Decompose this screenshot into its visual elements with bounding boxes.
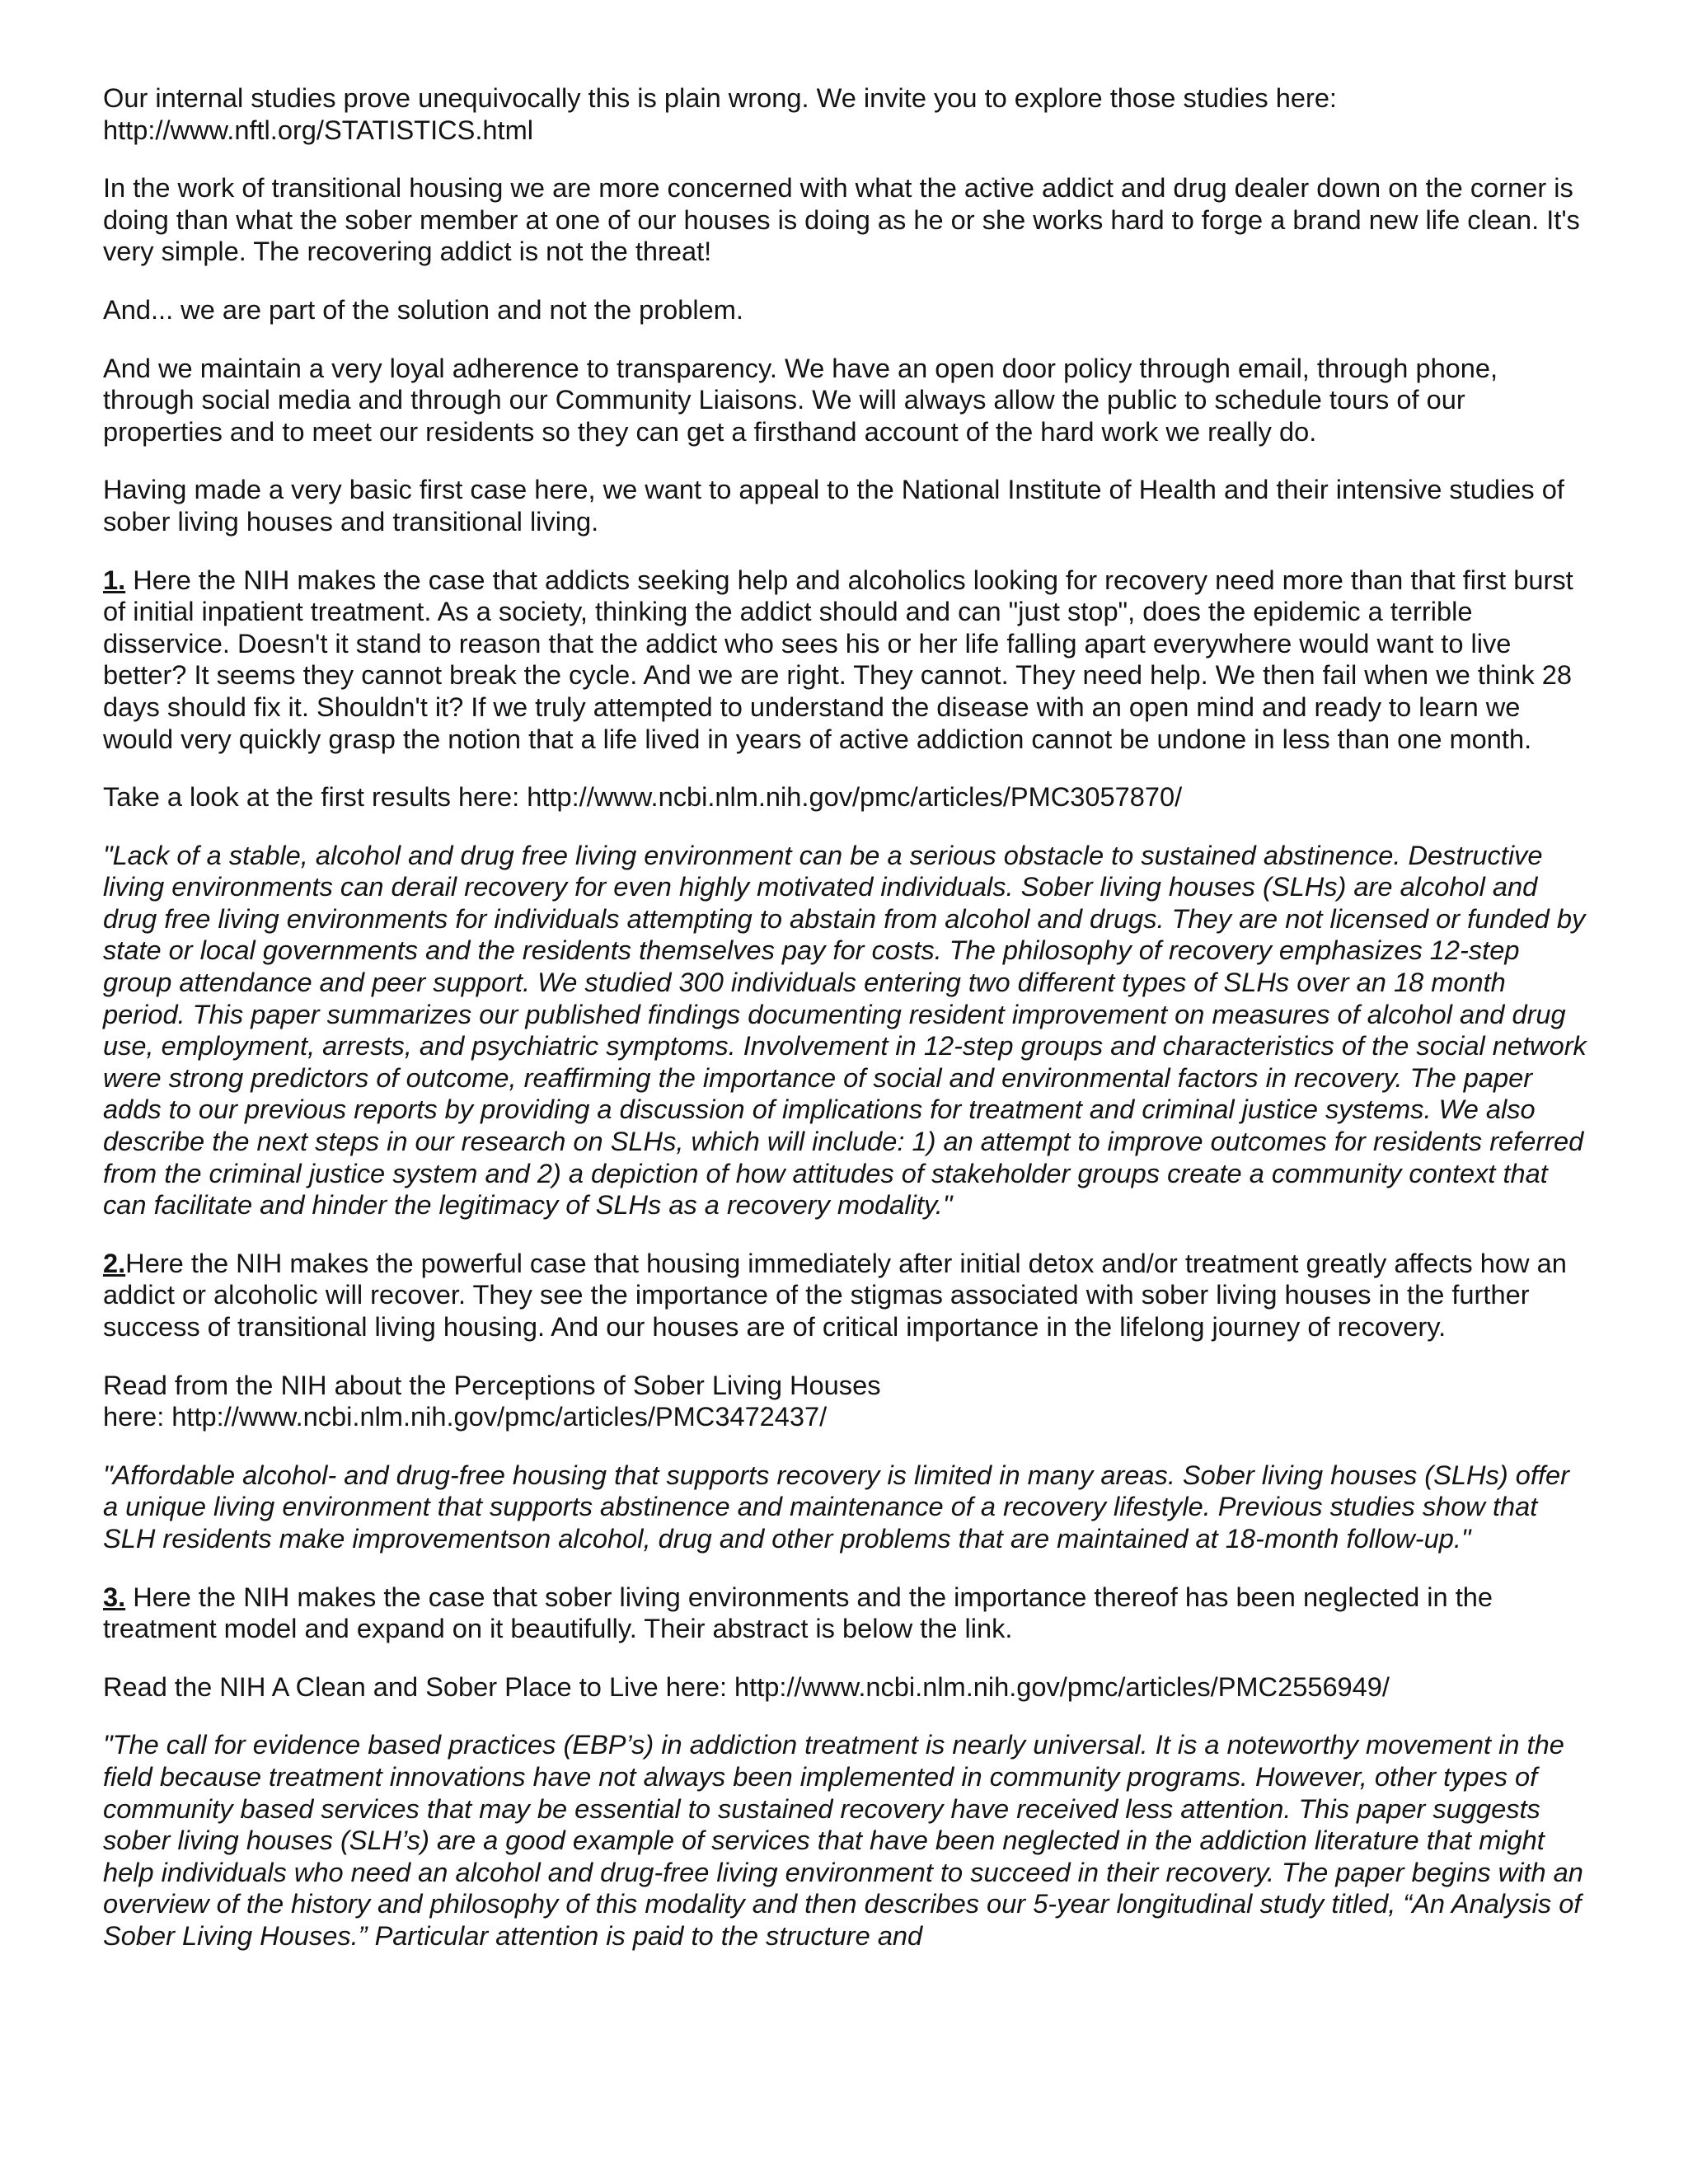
section-2-link-line-2: here: http://www.ncbi.nlm.nih.gov/pmc/articles/PMC3472437/ [103,1401,828,1432]
section-3-text: Here the NIH makes the case that sober living environments and the importance thereof has been neglected in the treatment model and expand on it beautifully. Their abstract is below the link. [103,1581,1493,1644]
intro-paragraph-5: Having made a very basic first case here, we want to appeal to the National Institute of Health and their intensive studies of sober living houses and transitional living. [103,474,1564,537]
intro-paragraph-4: And we maintain a very loyal adherence to transparency. We have an open door policy through email, through phone, through social media and through our Community Liaisons. We will always allow the public to schedule tours of our properties and to meet our residents so they can get a firsthand account of the hard work we really do. [103,352,1498,447]
section-2-paragraph [103,1248,1587,1343]
section-1-number: 1. [103,564,126,595]
section-1-quote: "Lack of a stable, alcohol and drug free living environment can be a serious obstacle to sustained abstinence. Destructive living environments can derail recovery for even highly motivated individuals. Sober living houses (SLHs) are alcohol and drug free living environments for individuals attempting to abstain from alcohol and drugs. They are not licensed or funded by state or local governments and the residents themselves pay for costs. The philosophy of recovery emphasizes 12-step group attendance and peer support. We studied 300 individuals entering two different types of SLHs over an 18 month period. This paper summarizes our published findings documenting resident improvement on measures of alcohol and drug use, employment, arrests, and psychiatric symptoms. Involvement in 12-step groups and characteristics of the social network were strong predictors of outcome, reaffirming the importance of social and environmental factors in recovery. The paper adds to our previous reports by providing a discussion of implications for treatment and criminal justice systems. We also describe the next steps in our research on SLHs, which will include: 1) an attempt to improve outcomes for residents referred from the criminal justice system and 2) a depiction of how attitudes of stakeholder groups create a community context that can facilitate and hinder the legitimacy of SLHs as a recovery modality." [103,839,1587,1221]
section-2-number: 2. [103,1247,126,1278]
section-3-number: 3. [103,1581,126,1612]
intro-paragraph-2: In the work of transitional housing we are more concerned with what the active addict and drug dealer down on the corner is doing than what the sober member at one of our houses is doing as he or she works hard to forge a brand new life clean. It's very simple. The recovering addict is not the threat! [103,172,1580,267]
section-3-paragraph [103,1582,1587,1645]
section-2-link-block [103,1370,1587,1433]
intro-paragraph-1: Our internal studies prove unequivocally this is plain wrong. We invite you to explore those studies here: http://www.nftl.org/STATISTICS.html [103,82,1337,145]
section-2-link-line-1: Read from the NIH about the Perceptions of Sober Living Houses [103,1369,881,1400]
section-2-text: Here the NIH makes the powerful case that housing immediately after initial detox and/or treatment greatly affects how an addict or alcoholic will recover. They see the importance of the stigmas associated with sober living houses in the further success of transitional living housing. And our houses are of critical importance in the lifelong journey of recovery. [103,1247,1567,1342]
section-3-link-line: Read the NIH A Clean and Sober Place to Live here: http://www.ncbi.nlm.nih.gov/pmc/articles/PMC2556949/ [103,1671,1390,1702]
section-3-quote: "The call for evidence based practices (EBP’s) in addiction treatment is nearly universal. It is a noteworthy movement in the field because treatment innovations have not always been implemented in community programs. However, other types of community based services that may be essential to sustained recovery have received less attention. This paper suggests sober living houses (SLH’s) are a good example of services that have been neglected in the addiction literature that might help individuals who need an alcohol and drug-free living environment to succeed in their recovery. The paper begins with an overview of the history and philosophy of this modality and then describes our 5-year longitudinal study titled, “An Analysis of Sober Living Houses.” Particular attention is paid to the structure and [103,1729,1583,1951]
intro-paragraph-3: And... we are part of the solution and not the problem. [103,293,743,325]
section-1-text: Here the NIH makes the case that addicts seeking help and alcoholics looking for recovery need more than that first burst of initial inpatient treatment. As a society, thinking the addict should and can "just stop", does the epidemic a terrible disservice. Doesn't it stand to reason that the addict who sees his or her life falling apart everywhere would want to live better? It seems they cannot break the cycle. And we are right. They cannot. They need help. We then fail when we think 28 days should fix it. Shouldn't it? If we truly attempted to understand the disease with an open mind and ready to learn we would very quickly grasp the notion that a life lived in years of active addiction cannot be undone in less than one month. [103,564,1573,754]
section-1-link-line: Take a look at the first results here: http://www.ncbi.nlm.nih.gov/pmc/articles/PMC3057870/ [103,781,1183,813]
document-page [103,82,1587,1979]
section-1-paragraph [103,565,1587,756]
section-2-quote: "Affordable alcohol- and drug-free housing that supports recovery is limited in many areas. Sober living houses (SLHs) offer a unique living environment that supports abstinence and maintenance of a recovery lifestyle. Previous studies show that SLH residents make improvementson alcohol, drug and other problems that are maintained at 18-month follow-up." [103,1459,1569,1554]
